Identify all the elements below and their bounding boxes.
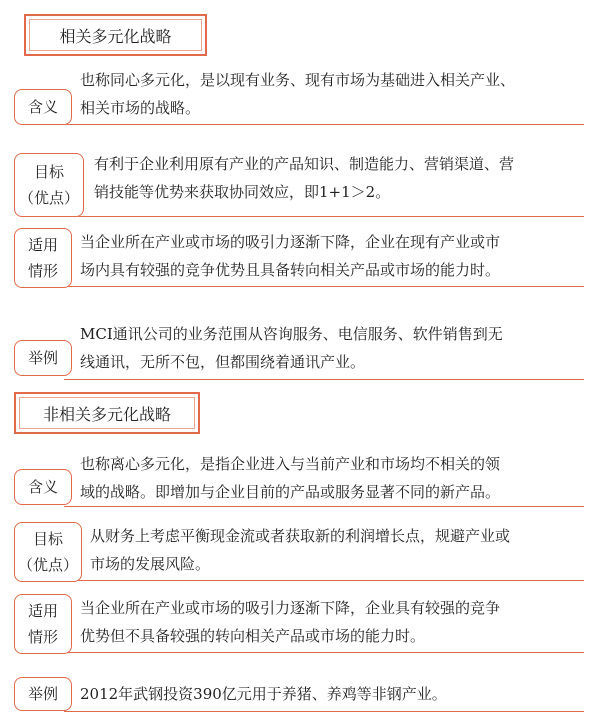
section-title-related	[24, 14, 207, 56]
related-meaning-tag-label: 含义	[27, 98, 58, 116]
unrelated-goal-line-2: 市场的发展风险。	[90, 555, 211, 573]
unrelated-conditions-tag-label-2: 情形	[27, 628, 58, 646]
unrelated-goal-tag-label-2: （优点）	[17, 556, 78, 574]
unrelated-goal-tag	[14, 522, 82, 582]
related-goal-tag-label-1: 目标	[33, 163, 64, 181]
related-conditions-tag	[14, 228, 72, 288]
related-goal-tag-label-2: （优点）	[18, 189, 79, 207]
related-goal-tag	[14, 153, 84, 217]
related-conditions-line-2: 场内具有较强的竞争优势且具备转向相关产品或市场的能力时。	[80, 261, 501, 279]
unrelated-meaning-text	[80, 450, 590, 506]
unrelated-example-tag-label: 举例	[27, 685, 58, 703]
unrelated-example-underline	[64, 711, 584, 712]
unrelated-conditions-tag	[14, 594, 72, 654]
related-goal-line-1: 有利于企业利用原有产业的产品知识、制造能力、营销渠道、营	[94, 155, 515, 173]
related-meaning-underline	[64, 124, 584, 125]
unrelated-goal-underline	[78, 580, 584, 581]
unrelated-example-text	[80, 680, 590, 708]
related-meaning-text	[80, 66, 590, 122]
related-meaning-line-1: 也称同心多元化，是以现有业务、现有市场为基础进入相关产业、	[80, 71, 516, 89]
related-goal-line-2: 销技能等优势来获取协同效应，即1+1＞2。	[94, 183, 391, 201]
related-conditions-underline	[64, 286, 584, 287]
related-conditions-tag-label-1: 适用	[27, 236, 58, 254]
unrelated-goal-line-1: 从财务上考虑平衡现金流或者获取新的利润增长点，规避产业或	[90, 527, 511, 545]
related-conditions-tag-label-2: 情形	[27, 262, 58, 280]
related-conditions-text	[80, 228, 590, 284]
related-example-tag-label: 举例	[27, 349, 58, 367]
related-conditions-line-1: 当企业所在产业或市场的吸引力逐渐下降，企业在现有产业或市	[80, 233, 501, 251]
related-example-text	[80, 320, 590, 376]
related-example-tag	[14, 340, 72, 376]
unrelated-conditions-line-1: 当企业所在产业或市场的吸引力逐渐下降，企业具有较强的竞争	[80, 599, 501, 617]
related-meaning-tag	[14, 89, 72, 125]
unrelated-meaning-tag-label: 含义	[27, 478, 58, 496]
related-goal-text	[94, 150, 590, 206]
related-example-underline	[64, 379, 584, 380]
unrelated-conditions-line-2: 优势但不具备较强的转向相关产品或市场的能力时。	[80, 627, 426, 645]
unrelated-goal-tag-label-1: 目标	[32, 530, 63, 548]
related-goal-underline	[78, 216, 584, 217]
unrelated-example-line-1: 2012年武钢投资390亿元用于养猪、养鸡等非钢产业。	[80, 685, 447, 703]
unrelated-goal-text	[90, 522, 590, 578]
unrelated-conditions-tag-label-1: 适用	[27, 602, 58, 620]
unrelated-meaning-line-2: 域的战略。即增加与企业目前的产品或服务显著不同的新产品。	[80, 483, 501, 501]
related-meaning-line-2: 相关市场的战略。	[80, 99, 201, 117]
unrelated-meaning-underline	[64, 506, 584, 507]
related-example-line-1: MCI通讯公司的业务范围从咨询服务、电信服务、软件销售到无	[80, 325, 503, 343]
unrelated-meaning-line-1: 也称离心多元化，是指企业进入与当前产业和市场均不相关的领	[80, 455, 501, 473]
unrelated-meaning-tag	[14, 469, 72, 505]
unrelated-example-tag	[14, 677, 72, 711]
unrelated-conditions-underline	[64, 652, 584, 653]
related-example-line-2: 线通讯，无所不包，但都围绕着通讯产业。	[80, 353, 366, 371]
section-title-related-text: 相关多元化战略	[59, 26, 172, 46]
unrelated-conditions-text	[80, 594, 590, 650]
section-title-unrelated-text: 非相关多元化战略	[42, 404, 171, 424]
section-title-unrelated	[14, 392, 200, 434]
